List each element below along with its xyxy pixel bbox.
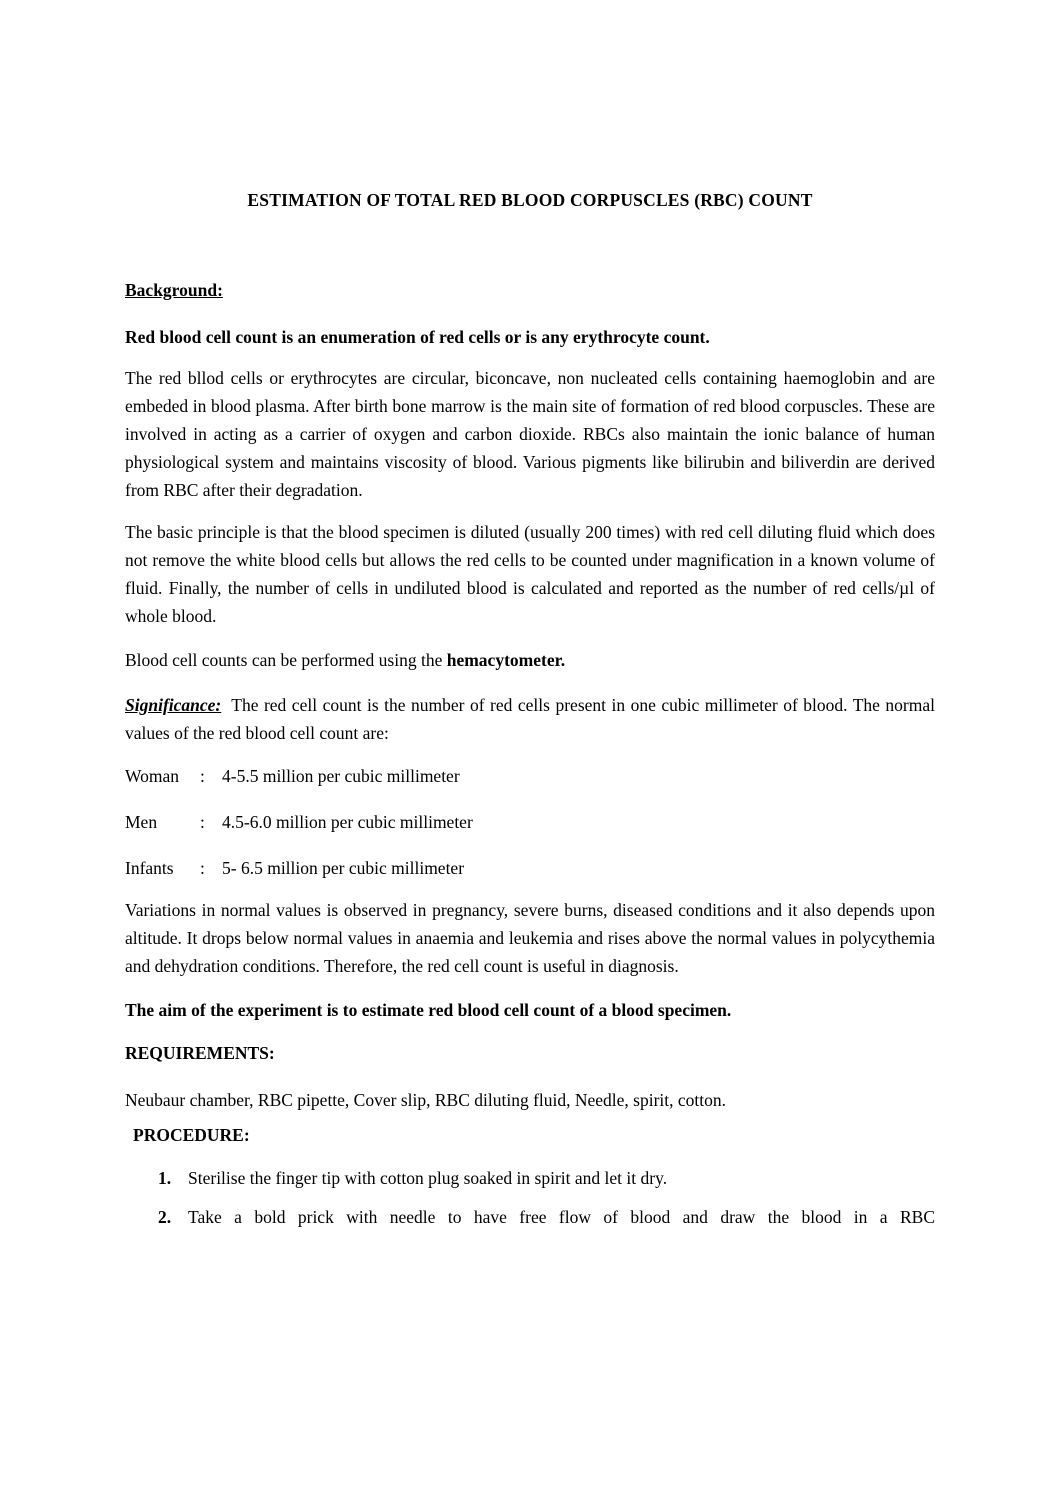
paragraph-significance (125, 691, 935, 747)
hemacytometer-prefix: Blood cell counts can be performed using the (125, 650, 447, 670)
value-group-label: Infants (125, 858, 174, 878)
value-colon: : (200, 812, 205, 832)
step-number: 2. (158, 1207, 172, 1227)
procedure-step-1 (158, 1164, 935, 1192)
intro-statement: Red blood cell count is an enumeration of red cells or is any erythrocyte count. (125, 327, 710, 347)
value-colon: : (200, 766, 205, 786)
normal-value-row-men (125, 808, 935, 836)
step-number: 1. (158, 1168, 172, 1188)
significance-text: The red cell count is the number of red cells present in one cubic millimeter of blood. The normal values of the red blood cell count are: (125, 695, 935, 743)
value-range: 4.5-6.0 million per cubic millimeter (222, 812, 473, 832)
requirements-list: Neubaur chamber, RBC pipette, Cover slip, RBC diluting fluid, Needle, spirit, cotton. (125, 1090, 727, 1110)
document-title: ESTIMATION OF TOTAL RED BLOOD CORPUSCLES (RBC) COUNT (247, 190, 813, 210)
value-group-label: Woman (125, 766, 179, 786)
step-text: Take a bold prick with needle to have free flow of blood and draw the blood in a RBC (188, 1207, 935, 1227)
aim-statement: The aim of the experiment is to estimate red blood cell count of a blood specimen. (125, 1000, 732, 1020)
paragraph-rbc-description: The red bllod cells or erythrocytes are circular, biconcave, non nucleated cells containing haemoglobin and are embeded in blood plasma. After birth bone marrow is the main site of formation of red blood corpuscles. These are involved in acting as a carrier of oxygen and carbon dioxide. RBCs also maintain the ionic balance of human physiological system and maintains viscosity of blood. Various pigments like bilirubin and biliverdin are derived from RBC after their degradation. (125, 368, 935, 500)
step-text: Sterilise the finger tip with cotton plug soaked in spirit and let it dry. (188, 1168, 668, 1188)
paragraph-principle: The basic principle is that the blood specimen is diluted (usually 200 times) with red cell diluting fluid which does not remove the white blood cells but allows the red cells to be counted under magnification in a known volume of fluid. Finally, the number of cells in undiluted blood is calculated and reported as the number of red cells/µl of whole blood. (125, 522, 935, 626)
requirements-heading: REQUIREMENTS: (125, 1043, 275, 1063)
procedure-step-2 (158, 1203, 935, 1231)
normal-value-row-infants (125, 854, 935, 882)
procedure-steps (125, 1164, 935, 1231)
value-colon: : (200, 858, 205, 878)
significance-label: Significance: (125, 695, 222, 715)
procedure-heading: PROCEDURE: (133, 1125, 250, 1145)
paragraph-hemacytometer (125, 646, 935, 674)
value-range: 5- 6.5 million per cubic millimeter (222, 858, 465, 878)
value-group-label: Men (125, 812, 158, 832)
paragraph-variations: Variations in normal values is observed in pregnancy, severe burns, diseased conditions and it also depends upon altitude. It drops below normal values in anaemia and leukemia and rises above the normal values in polycythemia and dehydration conditions. Therefore, the red cell count is useful in diagnosis. (125, 900, 935, 976)
hemacytometer-term: hemacytometer. (446, 650, 566, 670)
background-heading: Background: (125, 280, 223, 300)
normal-value-row-woman (125, 762, 935, 790)
value-range: 4-5.5 million per cubic millimeter (222, 766, 460, 786)
